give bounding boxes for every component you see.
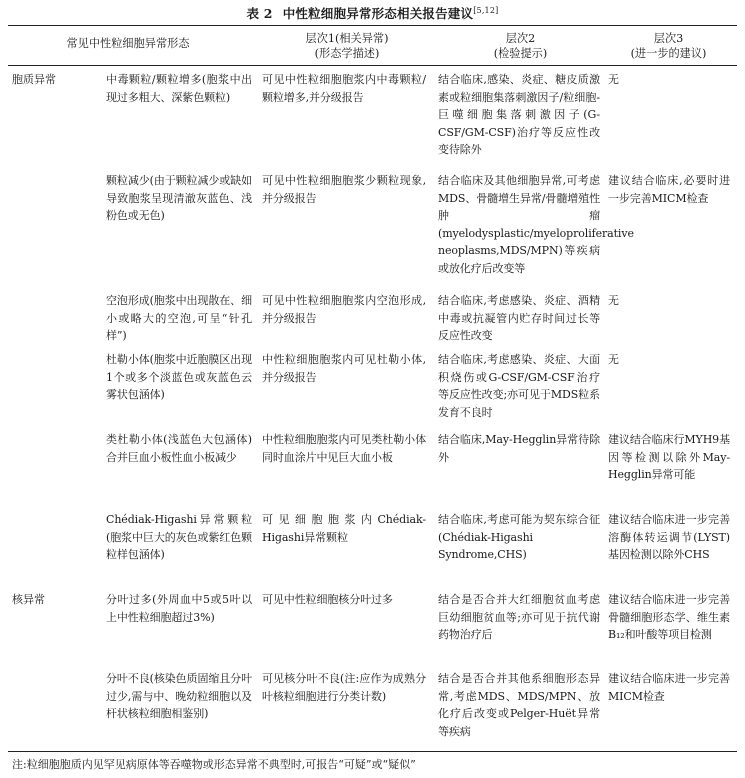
row1-morphology: 中毒颗粒/颗粒增多(胞浆中出现过多粗大、深紫色颗粒) [106, 73, 252, 104]
row7-level3: 建议结合临床进一步完善骨髓细胞形态学、维生素B₁₂和叶酸等项目检测 [608, 593, 730, 642]
row6-level2: 结合临床,考虑可能为契东综合征(Chédiak-Higashi Syndrome,CHS) [438, 513, 600, 562]
row1-level3: 无 [608, 73, 619, 86]
row6-level1: 可见细胞胞浆内Chédiak-Higashi异常颗粒 [262, 513, 426, 544]
bottom-rule [8, 751, 737, 752]
row5-level2: 结合临床,May-Hegglin异常待除外 [438, 433, 600, 464]
row2-morphology: 颗粒减少(由于颗粒减少或缺如导致胞浆呈现清澈灰蓝色、浅粉色或无色) [106, 174, 252, 223]
header-level3-sub: (进一步的建议) [630, 47, 707, 60]
category-cytoplasm: 胞质异常 [12, 73, 56, 86]
row8-level1: 可见核分叶不良(注:应作为成熟分叶核粒细胞进行分类计数) [262, 672, 426, 703]
row3-morphology: 空泡形成(胞浆中出现散在、细小或略大的空泡,可呈“针孔样”) [106, 294, 252, 343]
row8-morphology: 分叶不良(核染色质固缩且分叶过少,需与中、晚幼粒细胞以及杆状核粒细胞相鉴别) [106, 672, 252, 721]
header-level2 [438, 31, 603, 61]
row4-morphology: 杜勒小体(胞浆中近胞膜区出现1个或多个淡蓝色或灰蓝色云雾状包涵体) [106, 353, 252, 402]
row1-level2: 结合临床,感染、炎症、糖皮质激素或粒细胞集落刺激因子/粒细胞-巨噬细胞集落刺激因子(G-CSF/GM-CSF)治疗等反应性改变待除外 [438, 73, 600, 157]
table-reference: [5,12] [473, 5, 499, 15]
table-title [0, 4, 745, 22]
header-rule [8, 65, 737, 66]
row3-level3: 无 [608, 294, 619, 307]
table-number: 表 2 [246, 6, 273, 21]
row6-level3: 建议结合临床进一步完善溶酶体转运调节(LYST)基因检测以除外CHS [608, 513, 730, 562]
row7-level1: 可见中性粒细胞核分叶过多 [262, 593, 393, 606]
row8-level2: 结合是否合并其他系细胞形态异常,考虑MDS、MDS/MPN、放化疗后改变或Pelger-Huët异常等疾病 [438, 672, 600, 738]
header-level1 [262, 31, 432, 61]
row6-morphology: Chédiak-Higashi异常颗粒(胞浆中巨大的灰色或紫红色颗粒样包涵体) [106, 513, 252, 562]
row3-level1: 可见中性粒细胞胞浆内空泡形成,并分级报告 [262, 294, 426, 325]
row2-level3: 建议结合临床,必要时进一步完善MICM检查 [608, 174, 730, 205]
row5-morphology: 类杜勒小体(浅蓝色大包涵体)合并巨血小板性血小板减少 [106, 433, 252, 464]
row8-level3: 建议结合临床进一步完善MICM检查 [608, 672, 730, 703]
row2-level2: 结合临床及其他细胞异常,可考虑MDS、骨髓增生异常/骨髓增殖性肿瘤(myelodysplastic/myeloproliferative neoplasms,MDS/MPN)等疾病或放化疗后改变等 [438, 174, 634, 275]
row2-level1: 可见中性粒细胞胞浆少颗粒现象,并分级报告 [262, 174, 426, 205]
row7-morphology: 分叶过多(外周血中5或5叶以上中性粒细胞超过3%) [106, 593, 252, 624]
row1-level1: 可见中性粒细胞胞浆内中毒颗粒/颗粒增多,并分级报告 [262, 73, 426, 104]
row4-level1: 中性粒细胞胞浆内可见杜勒小体,并分级报告 [262, 353, 426, 384]
table-title-text: 中性粒细胞异常形态相关报告建议 [282, 6, 474, 21]
header-level1-title: 层次1(相关异常) [305, 32, 389, 45]
header-level3 [606, 31, 731, 61]
header-level2-sub: (检验提示) [493, 47, 548, 60]
top-rule [8, 25, 737, 26]
table-footnote: 注:粒细胞胞质内见罕见病原体等吞噬物或形态异常不典型时,可报告“可疑”或“疑似” [12, 758, 416, 771]
row7-level2: 结合是否合并大红细胞贫血考虑巨幼细胞贫血等;亦可见于抗代谢药物治疗后 [438, 593, 600, 642]
header-level3-title: 层次3 [653, 32, 684, 45]
row4-level3: 无 [608, 353, 619, 366]
header-level1-sub: (形态学描述) [314, 47, 380, 60]
row3-level2: 结合临床,考虑感染、炎症、酒精中毒或抗凝管内贮存时间过长等反应性改变 [438, 294, 600, 343]
category-nucleus: 核异常 [12, 593, 45, 606]
row4-level2: 结合临床,考虑感染、炎症、大面积烧伤或G-CSF/GM-CSF治疗等反应性改变;亦可见于MDS粒系发育不良时 [438, 353, 600, 419]
row5-level1: 中性粒细胞胞浆内可见类杜勒小体同时血涂片中见巨大血小板 [262, 433, 426, 464]
header-level2-title: 层次2 [505, 32, 536, 45]
header-morphology: 常见中性粒细胞异常形态 [66, 37, 190, 50]
row5-level3: 建议结合临床行MYH9基因等检测以除外May-Hegglin异常可能 [608, 433, 730, 482]
